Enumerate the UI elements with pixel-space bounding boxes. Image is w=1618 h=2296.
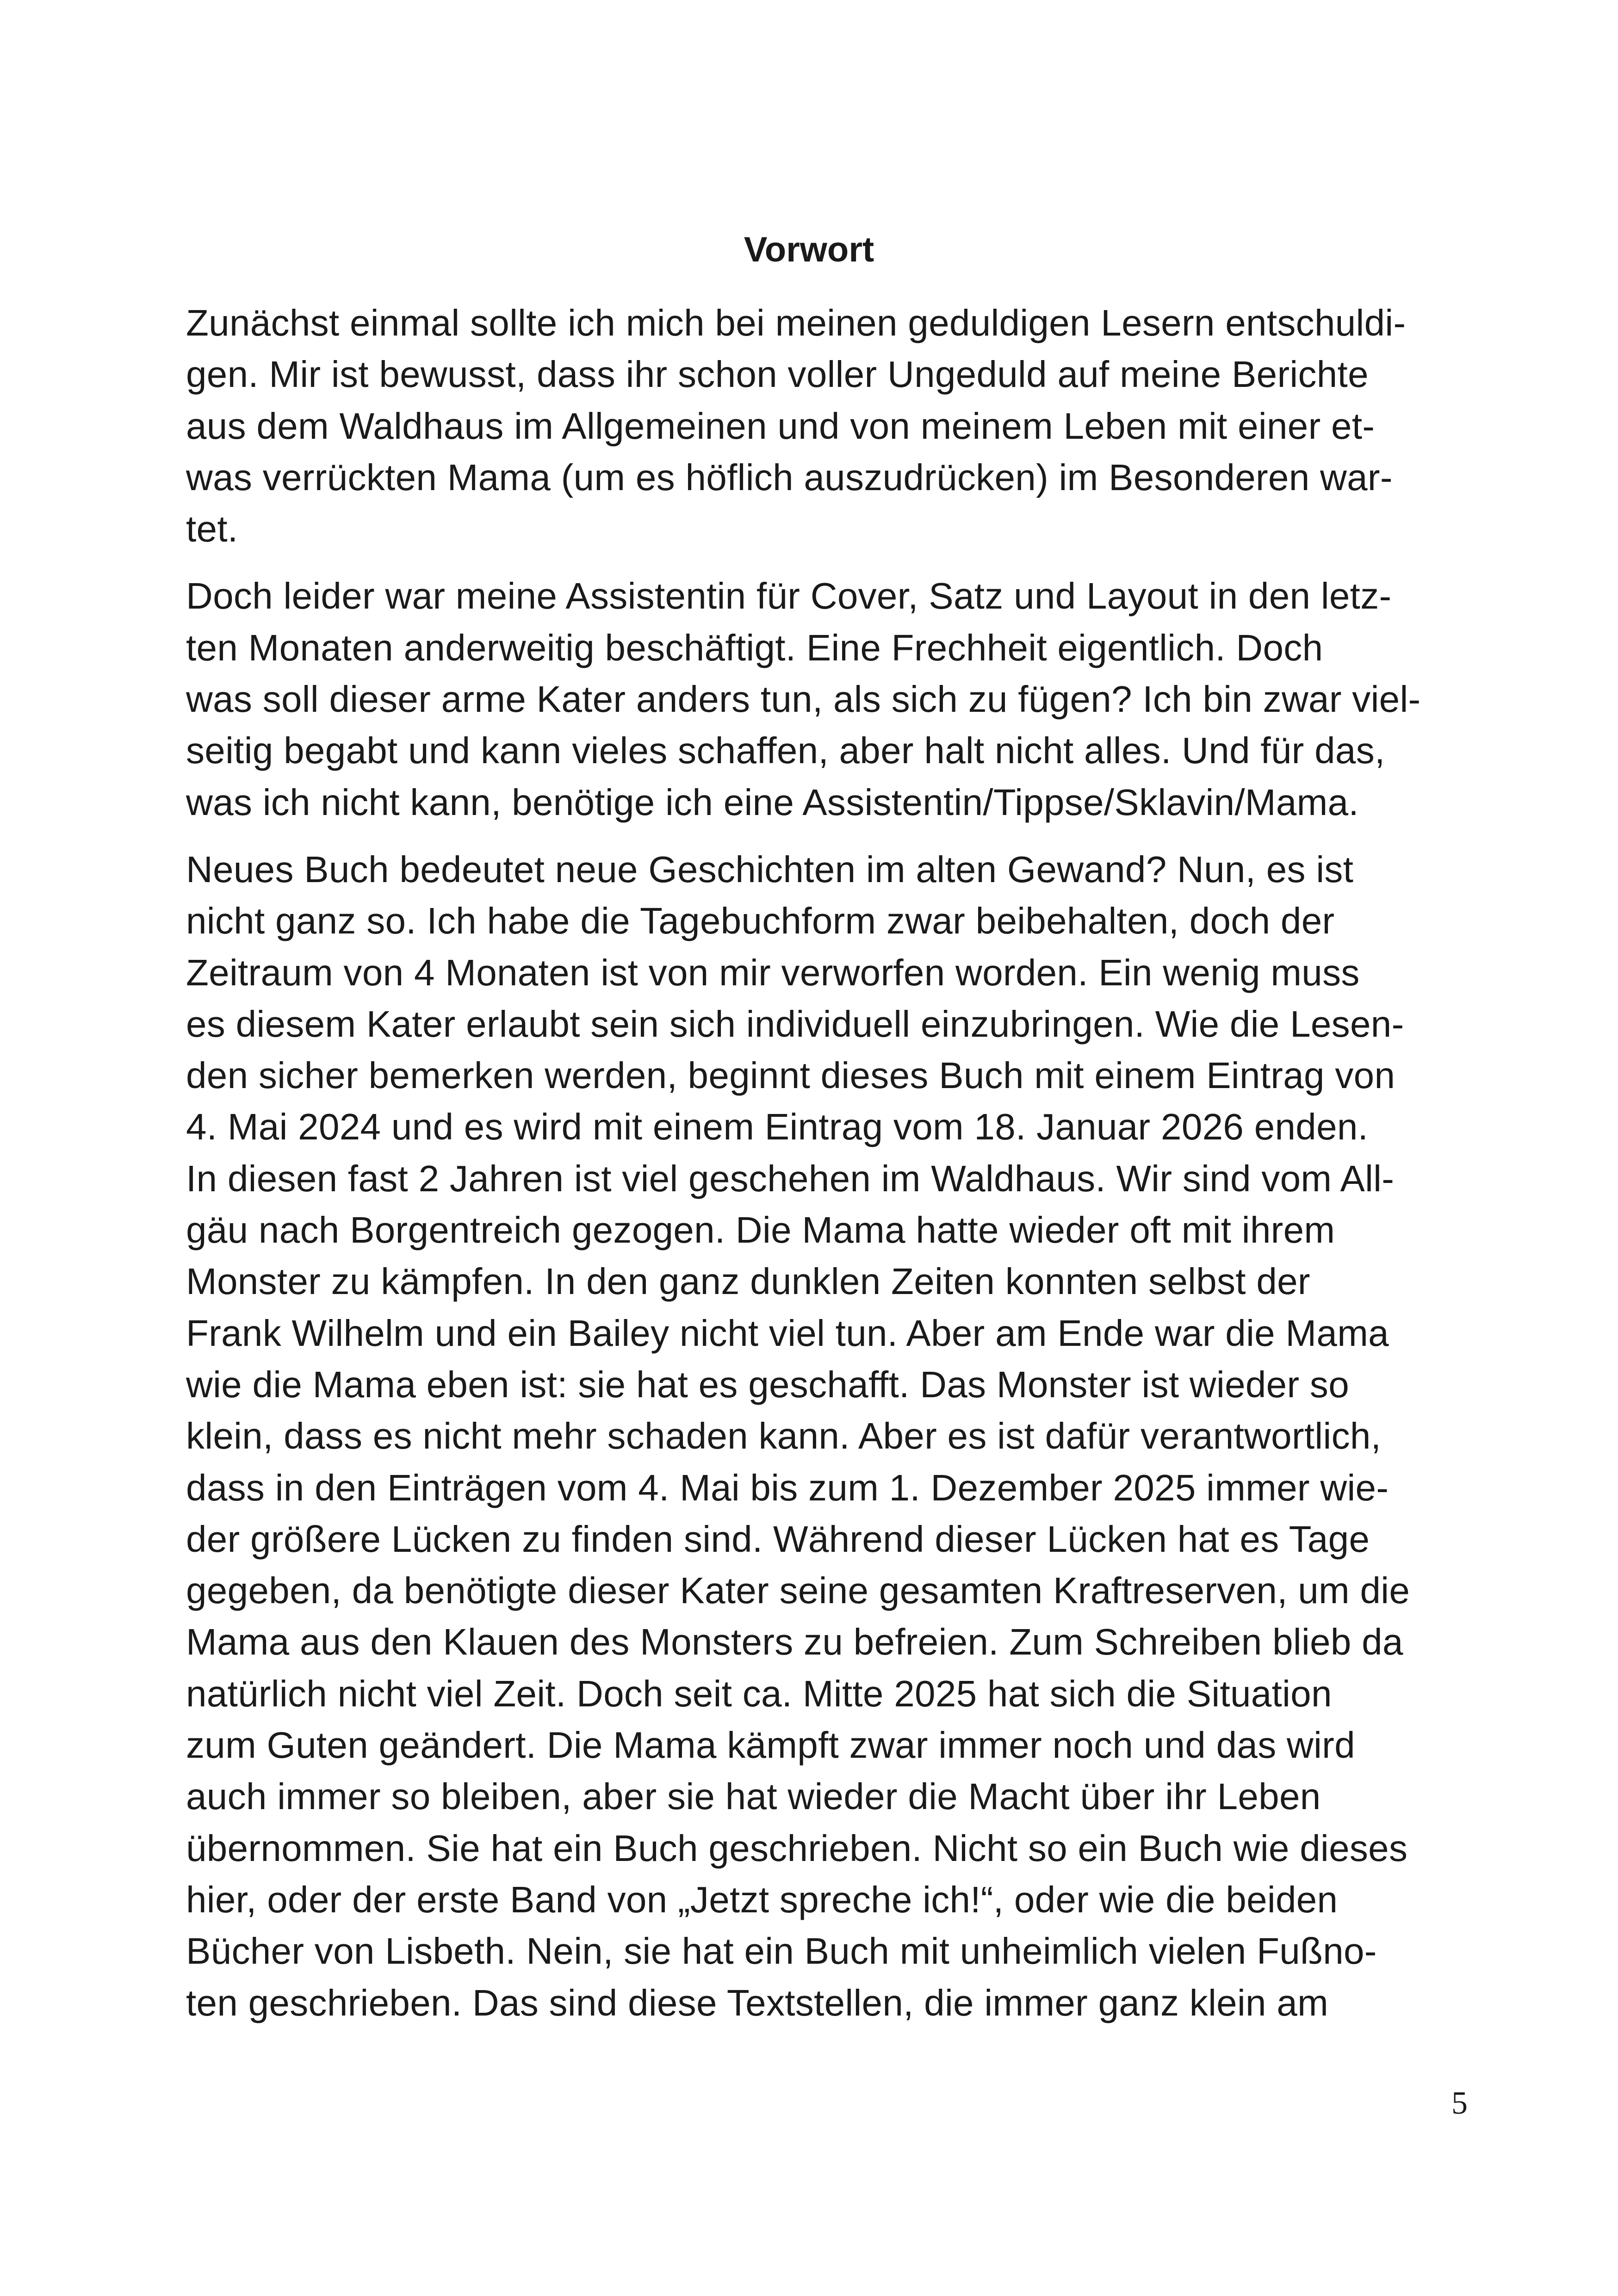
text-line: klein, dass es nicht mehr schaden kann. Aber es ist dafür verantwortlich, xyxy=(186,1415,1382,1457)
text-line: hier, oder der erste Band von „Jetzt spreche ich!“, oder wie die beiden xyxy=(186,1879,1338,1920)
text-line: gäu nach Borgentreich gezogen. Die Mama hatte wieder oft mit ihrem xyxy=(186,1209,1335,1251)
paragraph xyxy=(186,844,1458,2028)
text-line: Monster zu kämpfen. In den ganz dunklen Zeiten konnten selbst der xyxy=(186,1261,1310,1302)
page-number: 5 xyxy=(1451,2085,1468,2121)
text-line: Bücher von Lisbeth. Nein, sie hat ein Buch mit unheimlich vielen Fußno- xyxy=(186,1930,1377,1972)
text-line: zum Guten geändert. Die Mama kämpft zwar immer noch und das wird xyxy=(186,1724,1355,1766)
text-line: ten Monaten anderweitig beschäftigt. Eine Frechheit eigentlich. Doch xyxy=(186,627,1323,668)
text-line: den sicher bemerken werden, beginnt dieses Buch mit einem Eintrag von xyxy=(186,1055,1395,1096)
text-line: 4. Mai 2024 und es wird mit einem Eintrag vom 18. Januar 2026 enden. xyxy=(186,1106,1369,1148)
text-line: In diesen fast 2 Jahren ist viel geschehen im Waldhaus. Wir sind vom All- xyxy=(186,1157,1395,1199)
text-line: Doch leider war meine Assistentin für Cover, Satz und Layout in den letz- xyxy=(186,575,1392,617)
text-line: übernommen. Sie hat ein Buch geschrieben. Nicht so ein Buch wie dieses xyxy=(186,1827,1408,1869)
text-line: es diesem Kater erlaubt sein sich individuell einzubringen. Wie die Lesen- xyxy=(186,1003,1404,1045)
text-line: der größere Lücken zu finden sind. Während dieser Lücken hat es Tage xyxy=(186,1518,1370,1560)
text-line: Frank Wilhelm und ein Bailey nicht viel tun. Aber am Ende war die Mama xyxy=(186,1312,1389,1354)
text-line: tet. xyxy=(186,508,238,550)
text-line: Mama aus den Klauen des Monsters zu befreien. Zum Schreiben blieb da xyxy=(186,1621,1403,1663)
text-line: nicht ganz so. Ich habe die Tagebuchform zwar beibehalten, doch der xyxy=(186,900,1335,942)
text-line: was verrückten Mama (um es höflich auszudrücken) im Besonderen war- xyxy=(186,456,1393,498)
text-line: was ich nicht kann, benötige ich eine Assistentin/Tippse/Sklavin/Mama. xyxy=(186,781,1359,823)
text-line: Zeitraum von 4 Monaten ist von mir verworfen worden. Ein wenig muss xyxy=(186,952,1360,993)
text-line: was soll dieser arme Kater anders tun, als sich zu fügen? Ich bin zwar viel- xyxy=(186,678,1421,720)
text-line: natürlich nicht viel Zeit. Doch seit ca. Mitte 2025 hat sich die Situation xyxy=(186,1673,1332,1714)
text-line: gegeben, da benötigte dieser Kater seine gesamten Kraftreserven, um die xyxy=(186,1570,1410,1612)
text-line: Neues Buch bedeutet neue Geschichten im alten Gewand? Nun, es ist xyxy=(186,848,1354,890)
text-line: dass in den Einträgen vom 4. Mai bis zum 1. Dezember 2025 immer wie- xyxy=(186,1467,1389,1508)
page-title: Vorwort xyxy=(744,230,874,269)
body-text xyxy=(186,297,1458,2044)
text-line: aus dem Waldhaus im Allgemeinen und von meinem Leben mit einer et- xyxy=(186,405,1375,447)
text-line: gen. Mir ist bewusst, dass ihr schon voller Ungeduld auf meine Berichte xyxy=(186,354,1369,395)
text-line: auch immer so bleiben, aber sie hat wieder die Macht über ihr Leben xyxy=(186,1776,1321,1817)
text-line: ten geschrieben. Das sind diese Textstellen, die immer ganz klein am xyxy=(186,1982,1329,2023)
paragraph xyxy=(186,570,1458,828)
text-line: seitig begabt und kann vieles schaffen, aber halt nicht alles. Und für das, xyxy=(186,730,1385,772)
text-line: Zunächst einmal sollte ich mich bei meinen geduldigen Lesern entschuldi- xyxy=(186,302,1406,343)
paragraph xyxy=(186,297,1458,554)
text-line: wie die Mama eben ist: sie hat es geschafft. Das Monster ist wieder so xyxy=(186,1363,1350,1405)
